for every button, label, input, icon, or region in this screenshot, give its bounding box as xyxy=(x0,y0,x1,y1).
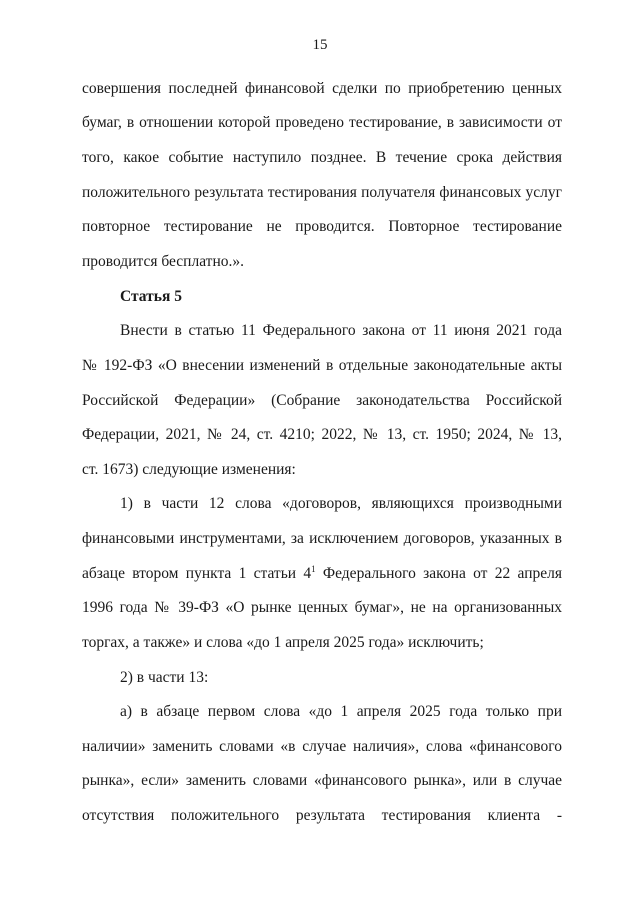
text-line: торгах, а также» и слова «до 1 апреля 2025 года» исключить; xyxy=(82,634,484,651)
text-fragment: абзаце втором пункта 1 статьи 4 xyxy=(82,565,312,582)
text-line: 1996 года № 39-ФЗ «О рынке ценных бумаг», не на организованных xyxy=(82,599,562,616)
article-heading: Статья 5 xyxy=(120,288,182,305)
text-line: Федерации, 2021, № 24, ст. 4210; 2022, № 13, ст. 1950; 2024, № 13, xyxy=(82,426,562,443)
text-line: того, какое событие наступило позднее. В течение срока действия xyxy=(82,149,562,166)
text-fragment: Федерального закона от 22 апреля xyxy=(315,565,562,582)
text-line: 1) в части 12 слова «договоров, являющихся производными xyxy=(120,495,562,512)
text-line: отсутствия положительного результата тестирования клиента - xyxy=(82,807,562,824)
text-line: а) в абзаце первом слова «до 1 апреля 2025 года только при xyxy=(120,703,562,720)
text-line: повторное тестирование не проводится. Повторное тестирование xyxy=(82,218,562,235)
text-line xyxy=(82,564,562,584)
text-line: финансовыми инструментами, за исключением договоров, указанных в xyxy=(82,530,562,547)
text-line: рынка», если» заменить словами «финансового рынка», или в случае xyxy=(82,772,562,789)
text-line: проводится бесплатно.». xyxy=(82,253,244,270)
text-line: положительного результата тестирования получателя финансовых услуг xyxy=(82,184,562,201)
text-line: Российской Федерации» (Собрание законодательства Российской xyxy=(82,392,562,409)
text-line: бумаг, в отношении которой проведено тестирование, в зависимости от xyxy=(82,114,562,131)
text-line: 2) в части 13: xyxy=(120,669,209,686)
superscript: 1 xyxy=(311,564,316,574)
text-line: совершения последней финансовой сделки по приобретению ценных xyxy=(82,80,562,97)
text-line: Внести в статью 11 Федерального закона от 11 июня 2021 года xyxy=(120,322,562,339)
text-line: наличии» заменить словами «в случае наличия», слова «финансового xyxy=(82,738,562,755)
text-line: ст. 1673) следующие изменения: xyxy=(82,461,296,478)
page-number: 15 xyxy=(312,37,328,53)
text-line: № 192-ФЗ «О внесении изменений в отдельные законодательные акты xyxy=(82,357,562,374)
